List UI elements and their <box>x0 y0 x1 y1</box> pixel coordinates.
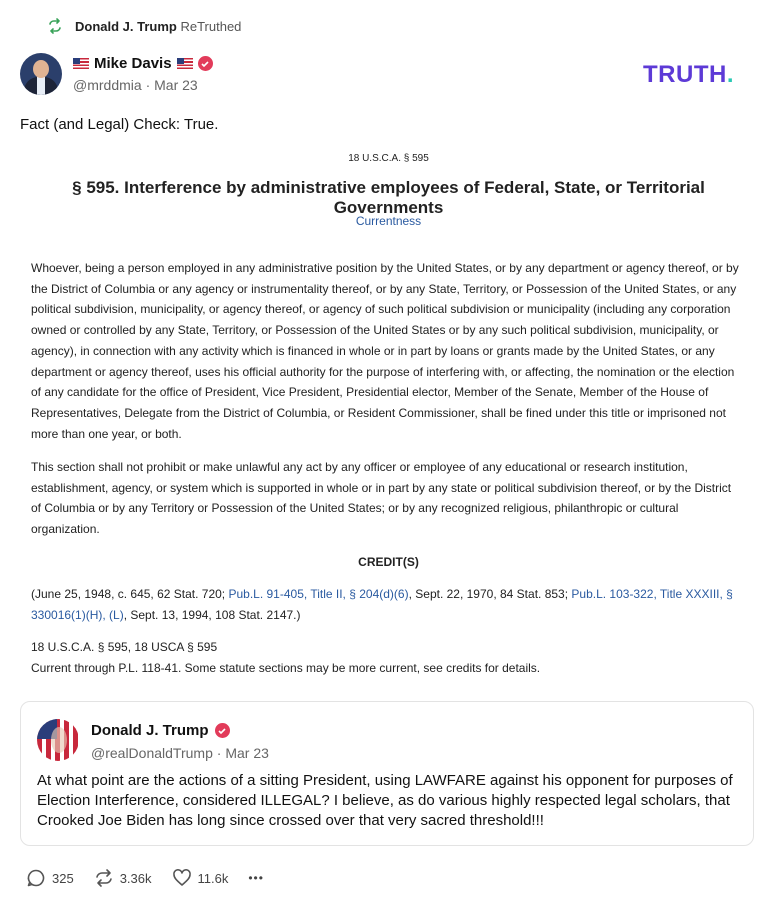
credits-heading: CREDIT(S) <box>358 555 419 569</box>
retruth-banner <box>47 18 241 34</box>
retruth-icon <box>47 18 63 34</box>
avatar[interactable] <box>20 53 62 95</box>
currentness-link: Currentness <box>355 214 422 228</box>
retruth-icon <box>94 868 114 888</box>
flag-icon <box>73 58 89 69</box>
retruth-count: 3.36k <box>119 870 152 886</box>
separator: · <box>216 745 222 761</box>
statute-paragraph-2: This section shall not prohibit or make unlawful any act by any officer or employee of any educational or research institution, establishment, agency, or system which is supported in whole or in part by any state or political subdivision thereof, or by the District of Columbia or by any Territory or Possession of the United States; or by any recognized religious, philanthropic or cultural organization. <box>31 460 732 537</box>
quoted-post[interactable] <box>20 701 754 846</box>
logo-dot: . <box>726 61 734 88</box>
quoted-date[interactable]: Mar 23 <box>225 745 269 761</box>
statute-footer-note: Current through P.L. 118-41. Some statute sections may be more current, see credits for details. <box>31 661 541 675</box>
verified-icon <box>198 56 213 71</box>
more-button[interactable] <box>248 871 264 885</box>
quoted-handle[interactable]: @realDonaldTrump <box>91 745 213 761</box>
reply-icon <box>26 868 46 888</box>
verified-icon <box>215 723 230 738</box>
reply-count: 325 <box>52 870 74 886</box>
author-name[interactable]: Mike Davis <box>94 55 172 72</box>
retruth-button[interactable] <box>94 868 152 888</box>
credit-link-1: Pub.L. 91-405, Title II, § 204(d)(6) <box>228 587 409 601</box>
statute-image[interactable] <box>20 140 757 685</box>
quoted-author-name[interactable]: Donald J. Trump <box>91 722 209 739</box>
action-bar <box>26 868 284 888</box>
statute-paragraph-1: Whoever, being a person employed in any administrative position by the United States, or by any department or agency thereof, or by the District of Columbia or any agency or instrumentality thereof, or by any State, Territory, or Possession of the United States, or any political subdivision, municipality, or agency thereof, or agency of such political subdivision or municipality (including any corporation owned or controlled by any State, Territory, or Possession of the United States or by any such political subdivision, municipality, or agency), in connection with any activity which is financed in whole or in part by loans or grants made by the United States, or any department or agency thereof, uses his official authority for the purpose of interfering with, or affecting, the nomination or the election of any candidate for the office of President, Vice President, Presidential elector, Member of the Senate, Member of the House of Representatives, Delegate from the District of Columbia, or Resident Commissioner, shall be fined under this title or imprisoned not more than one year, or both. <box>31 261 739 441</box>
retruth-user[interactable]: Donald J. Trump <box>75 18 177 34</box>
truth-logo[interactable] <box>643 61 734 89</box>
quoted-avatar[interactable] <box>37 719 79 761</box>
like-icon <box>172 868 192 888</box>
flag-icon <box>177 58 193 69</box>
reply-button[interactable] <box>26 868 74 888</box>
quoted-text: At what point are the actions of a sitting President, using LAWFARE against his opponent for purposes of Election Interference, considered ILLEGAL? I believe, as do various highly respected legal scholars, that Crooked Joe Biden has long since crossed over that very sacred threshold!!! <box>37 772 733 829</box>
statute-heading: § 595. Interference by administrative employees of Federal, State, or Territorial Governments <box>72 178 705 217</box>
post-date[interactable]: Mar 23 <box>154 77 198 93</box>
credits-text: (June 25, 1948, c. 645, 62 Stat. 720; Pub.L. 91-405, Title II, § 204(d)(6), Sept. 22, 1970, 84 Stat. 853; Pub.L. 103-322, Title XXXIII, § 330016(1)(H), (L), Sept. 13, 1994, 108 Stat. 2147.) <box>31 587 733 622</box>
logo-text: TRUTH <box>643 61 727 88</box>
statute-footer-citation: 18 U.S.C.A. § 595, 18 USCA § 595 <box>31 640 218 654</box>
like-count: 11.6k <box>197 870 229 886</box>
post-author <box>20 53 213 95</box>
author-handle[interactable]: @mrddmia <box>73 77 142 93</box>
retruth-label: ReTruthed <box>180 18 242 34</box>
separator: · <box>145 77 151 93</box>
more-icon: ••• <box>248 871 264 885</box>
like-button[interactable] <box>172 868 229 888</box>
post-text: Fact (and Legal) Check: True. <box>20 116 219 133</box>
credit-link-2: Pub.L. 103-322, Title XXXIII, § 330016(1)(H), (L) <box>31 587 733 622</box>
statute-citation: 18 U.S.C.A. § 595 <box>348 153 429 164</box>
